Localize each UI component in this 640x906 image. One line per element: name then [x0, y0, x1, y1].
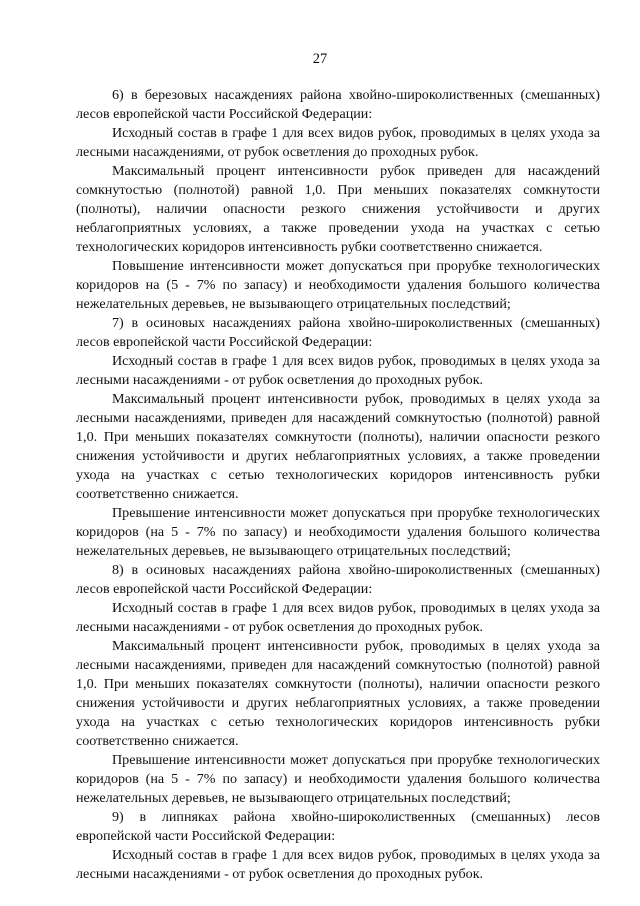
page-number: 27	[312, 51, 328, 67]
paragraph-8-intensity: Максимальный процент интенсивности рубок, проводимых в целях ухода за лесными насаждениями, приведен для насаждений сомкнутостью (полнотой) равной 1,0. При меньших показателях сомкнутости (полноты), наличии опасности резкого снижения устойчивости и других неблагоприятных условиях, а также проведении ухода на участках с сетью технологических коридоров интенсивность рубки соответственно снижается.	[76, 638, 600, 749]
paragraph-9-composition: Исходный состав в графе 1 для всех видов рубок, проводимых в целях ухода за лесными насаждениями - от рубок осветления до проходных рубок.	[76, 847, 600, 882]
paragraph-7-heading: 7) в осиновых насаждениях района хвойно-широколиственных (смешанных) лесов европейской части Российской Федерации:	[76, 315, 600, 350]
paragraph-9-heading: 9) в липняках района хвойно-широколиственных (смешанных) лесов европейской части Российской Федерации:	[76, 809, 600, 844]
paragraph-7-intensity: Максимальный процент интенсивности рубок, проводимых в целях ухода за лесными насаждениями, приведен для насаждений сомкнутостью (полнотой) равной 1,0. При меньших показателях сомкнутости (полноты), наличии опасности резкого снижения устойчивости и других неблагоприятных условиях, а также проведении ухода на участках с сетью технологических коридоров интенсивность рубки соответственно снижается.	[76, 391, 600, 502]
paragraph-8-excess: Превышение интенсивности может допускаться при прорубке технологических коридоров (на 5 - 7% по запасу) и необходимости удаления большого количества нежелательных деревьев, не вызывающего отрицательных последствий;	[76, 752, 600, 806]
paragraph-6-composition: Исходный состав в графе 1 для всех видов рубок, проводимых в целях ухода за лесными насаждениями, от рубок осветления до проходных рубок.	[76, 125, 600, 160]
paragraph-8-composition: Исходный состав в графе 1 для всех видов рубок, проводимых в целях ухода за лесными насаждениями - от рубок осветления до проходных рубок.	[76, 600, 600, 635]
paragraph-6-heading: 6) в березовых насаждениях района хвойно-широколиственных (смешанных) лесов европейской части Российской Федерации:	[76, 87, 600, 122]
paragraph-6-increase: Повышение интенсивности может допускаться при прорубке технологических коридоров на (5 - 7% по запасу) и необходимости удаления большого количества нежелательных деревьев, не вызывающего отрицательных последствий;	[76, 258, 600, 312]
paragraph-6-intensity: Максимальный процент интенсивности рубок приведен для насаждений сомкнутостью (полнотой) равной 1,0. При меньших показателях сомкнутости (полноты), наличии опасности резкого снижения устойчивости и других неблагоприятных условиях, а также проведении ухода на участках с сетью технологических коридоров интенсивность рубки соответственно снижается.	[76, 163, 600, 255]
document-body	[76, 86, 600, 884]
paragraph-7-composition: Исходный состав в графе 1 для всех видов рубок, проводимых в целях ухода за лесными насаждениями - от рубок осветления до проходных рубок.	[76, 353, 600, 388]
paragraph-8-heading: 8) в осиновых насаждениях района хвойно-широколиственных (смешанных) лесов европейской части Российской Федерации:	[76, 562, 600, 597]
paragraph-7-excess: Превышение интенсивности может допускаться при прорубке технологических коридоров (на 5 - 7% по запасу) и необходимости удаления большого количества нежелательных деревьев, не вызывающего отрицательных последствий;	[76, 505, 600, 559]
